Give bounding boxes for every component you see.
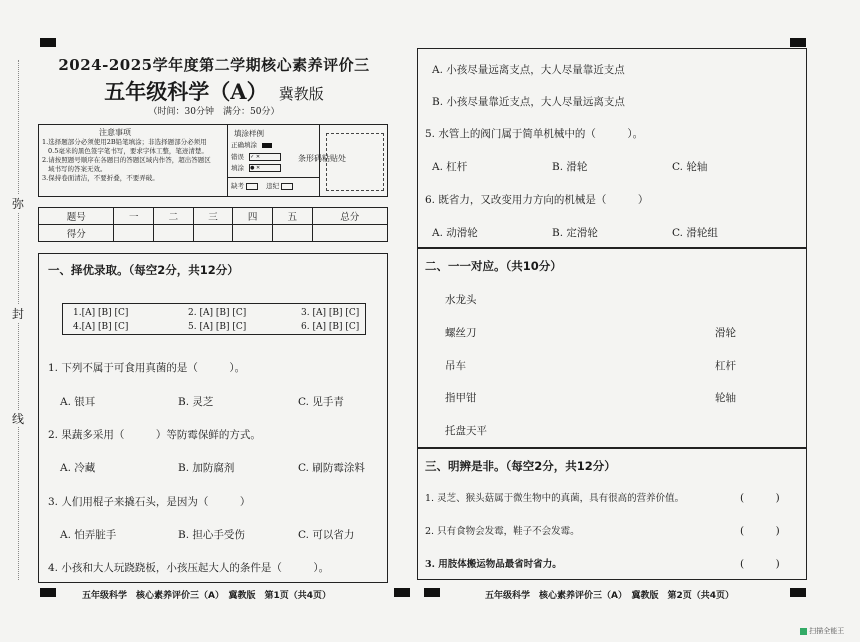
match-right-item[interactable]: 轮轴 bbox=[715, 392, 736, 404]
scanner-logo-icon bbox=[800, 628, 807, 635]
q1-option-c: C. 见手青 bbox=[298, 396, 344, 408]
question-1: 1. 下列不属于可食用真菌的是（ ）。 bbox=[48, 362, 246, 374]
fill-wrong2-label: 填涂 bbox=[231, 164, 244, 172]
note-line: 1.选择题部分必须使用2B铅笔填涂；非选择题部分必须用 bbox=[42, 138, 207, 146]
page1-footer: 五年级科学 核心素养评价三（A） 冀教版 第1页（共4页） bbox=[82, 591, 331, 601]
note-line: 3.保持卷面清洁，不要折叠，不要弄破。 bbox=[42, 174, 159, 182]
judge-statement-1: 1. 灵芝、猴头菇属于微生物中的真菌，具有很高的营养价值。 bbox=[425, 493, 685, 504]
match-left-item[interactable]: 吊车 bbox=[445, 360, 466, 372]
q5-option-b: B. 滑轮 bbox=[552, 161, 588, 173]
section2-title: 二、一一对应。（共10分） bbox=[425, 259, 562, 273]
note-line: 域书写的答案无效。 bbox=[48, 165, 107, 173]
absent-checkbox[interactable] bbox=[246, 183, 258, 190]
q6-option-b: B. 定滑轮 bbox=[552, 227, 598, 239]
q4-option-a: A. 小孩尽量远离支点，大人尽量靠近支点 bbox=[432, 64, 625, 76]
score-table bbox=[38, 207, 388, 242]
fill-sample-title: 填涂样例 bbox=[234, 129, 264, 138]
answer-choice-2[interactable]: 2. [A] [B] [C] bbox=[188, 308, 247, 318]
score-header: 三 bbox=[193, 208, 233, 225]
answer-choice-1[interactable]: 1.[A] [B] [C] bbox=[73, 308, 129, 318]
answer-choice-4[interactable]: 4.[A] [B] [C] bbox=[73, 322, 129, 332]
score-cell[interactable] bbox=[233, 225, 273, 242]
score-header: 五 bbox=[272, 208, 312, 225]
side-glyph-1: 弥 bbox=[12, 197, 25, 211]
score-header: 一 bbox=[114, 208, 154, 225]
note-line: 2.请按照题号顺序在各题目的答题区域内作答，超出答题区 bbox=[42, 156, 211, 164]
filled-box-icon bbox=[262, 143, 272, 148]
registration-mark-bottom-right bbox=[790, 588, 806, 597]
fill-wrong-label: 错误 bbox=[231, 153, 244, 161]
time-info: （时间：30分钟 满分：50分） bbox=[148, 107, 280, 117]
answer-choice-3[interactable]: 3. [A] [B] [C] bbox=[301, 308, 360, 318]
side-glyph-2: 封 bbox=[12, 307, 25, 321]
section1-title: 一、择优录取。（每空2分，共12分） bbox=[48, 263, 239, 277]
q1-option-a: A. 银耳 bbox=[60, 396, 96, 408]
q3-option-b: B. 担心手受伤 bbox=[178, 529, 245, 541]
score-cell[interactable] bbox=[193, 225, 233, 242]
answer-grid bbox=[62, 303, 366, 335]
note-line: 0.5毫米的黑色签字笔书写，要求字体工整，笔迹清楚。 bbox=[48, 147, 208, 155]
score-header: 二 bbox=[154, 208, 194, 225]
q2-option-a: A. 冷藏 bbox=[60, 462, 96, 474]
score-header: 题号 bbox=[39, 208, 114, 225]
score-row-label: 得分 bbox=[39, 225, 114, 242]
violation-checkbox[interactable] bbox=[281, 183, 293, 190]
page2-footer: 五年级科学 核心素养评价三（A） 冀教版 第2页（共4页） bbox=[485, 591, 734, 601]
fill-wrong-row bbox=[231, 153, 281, 162]
q5-option-a: A. 杠杆 bbox=[432, 161, 468, 173]
match-left-item[interactable]: 水龙头 bbox=[445, 294, 477, 306]
judge-statement-2: 2. 只有食物会发霉，鞋子不会发霉。 bbox=[425, 526, 580, 537]
notes-list bbox=[42, 138, 222, 183]
score-header: 总分 bbox=[312, 208, 387, 225]
wrong-fill-icon: ✓ ✕ bbox=[249, 153, 281, 161]
q6-option-a: A. 动滑轮 bbox=[432, 227, 478, 239]
side-glyph-3: 线 bbox=[12, 412, 25, 426]
score-cell[interactable] bbox=[114, 225, 154, 242]
score-cell[interactable] bbox=[272, 225, 312, 242]
scanner-watermark bbox=[800, 626, 844, 636]
page-title: 2024-2025学年度第二学期核心素养评价三 bbox=[58, 56, 370, 74]
notes-divider-2 bbox=[227, 177, 319, 178]
answer-choice-6[interactable]: 6. [A] [B] [C] bbox=[301, 322, 360, 332]
registration-mark-top-left bbox=[40, 38, 56, 47]
page2-section1-box bbox=[417, 48, 807, 248]
edition-label: 冀教版 bbox=[278, 85, 324, 103]
absent-row bbox=[231, 182, 293, 191]
judge-answer-2[interactable]: ( ) bbox=[740, 525, 780, 537]
question-2: 2. 果蔬多采用（ ）等防霉保鲜的方式。 bbox=[48, 429, 261, 441]
watermark-text: 扫描全能王 bbox=[809, 627, 845, 635]
q3-option-c: C. 可以省力 bbox=[298, 529, 355, 541]
q2-option-b: B. 加防腐剂 bbox=[178, 462, 235, 474]
q6-option-c: C. 滑轮组 bbox=[672, 227, 718, 239]
judge-answer-1[interactable]: ( ) bbox=[740, 492, 780, 504]
registration-mark-bottom-mid-left bbox=[394, 588, 410, 597]
fill-wrong2-row bbox=[231, 164, 281, 173]
match-left-item[interactable]: 螺丝刀 bbox=[445, 327, 477, 339]
q2-option-c: C. 刷防霉涂料 bbox=[298, 462, 365, 474]
q4-option-b: B. 小孩尽量靠近支点，大人尽量远离支点 bbox=[432, 96, 625, 108]
fill-correct-row bbox=[231, 141, 272, 150]
question-3: 3. 人们用棍子来撬石头，是因为（ ） bbox=[48, 496, 251, 508]
notes-title: 注意事项 bbox=[99, 128, 131, 137]
question-5: 5. 水管上的阀门属于简单机械中的（ ）。 bbox=[425, 128, 644, 140]
fill-correct-label: 正确填涂 bbox=[231, 141, 257, 149]
page-subtitle bbox=[44, 76, 384, 106]
score-cell[interactable] bbox=[312, 225, 387, 242]
registration-mark-bottom-mid-right bbox=[424, 588, 440, 597]
q5-option-c: C. 轮轴 bbox=[672, 161, 708, 173]
score-cell[interactable] bbox=[154, 225, 194, 242]
section2-box bbox=[417, 248, 807, 448]
wrong-fill-icon: ● ✕ bbox=[249, 164, 281, 172]
match-right-item[interactable]: 杠杆 bbox=[715, 360, 736, 372]
judge-answer-3[interactable]: ( ) bbox=[740, 558, 780, 570]
match-right-item[interactable]: 滑轮 bbox=[715, 327, 736, 339]
registration-mark-bottom-left bbox=[40, 588, 56, 597]
subject-title: 五年级科学（A） bbox=[104, 79, 268, 104]
question-6: 6. 既省力，又改变用力方向的机械是（ ） bbox=[425, 194, 649, 206]
score-header: 四 bbox=[233, 208, 273, 225]
q3-option-a: A. 怕弄脏手 bbox=[60, 529, 117, 541]
judge-statement-3: 3. 用肢体搬运物品最省时省力。 bbox=[425, 559, 562, 570]
match-left-item[interactable]: 指甲钳 bbox=[445, 392, 477, 404]
section3-title: 三、明辨是非。（每空2分，共12分） bbox=[425, 459, 616, 473]
question-4: 4. 小孩和大人玩跷跷板，小孩压起大人的条件是（ ）。 bbox=[48, 562, 330, 574]
q1-option-b: B. 灵芝 bbox=[178, 396, 214, 408]
match-left-item[interactable]: 托盘天平 bbox=[445, 425, 487, 437]
violation-label: 违纪 bbox=[266, 182, 280, 190]
barcode-label: 条形码粘贴处 bbox=[298, 154, 346, 163]
answer-choice-5[interactable]: 5. [A] [B] [C] bbox=[188, 322, 247, 332]
registration-mark-top-right bbox=[790, 38, 806, 47]
notes-divider-1 bbox=[227, 125, 228, 196]
absent-label: 缺考 bbox=[231, 182, 244, 190]
